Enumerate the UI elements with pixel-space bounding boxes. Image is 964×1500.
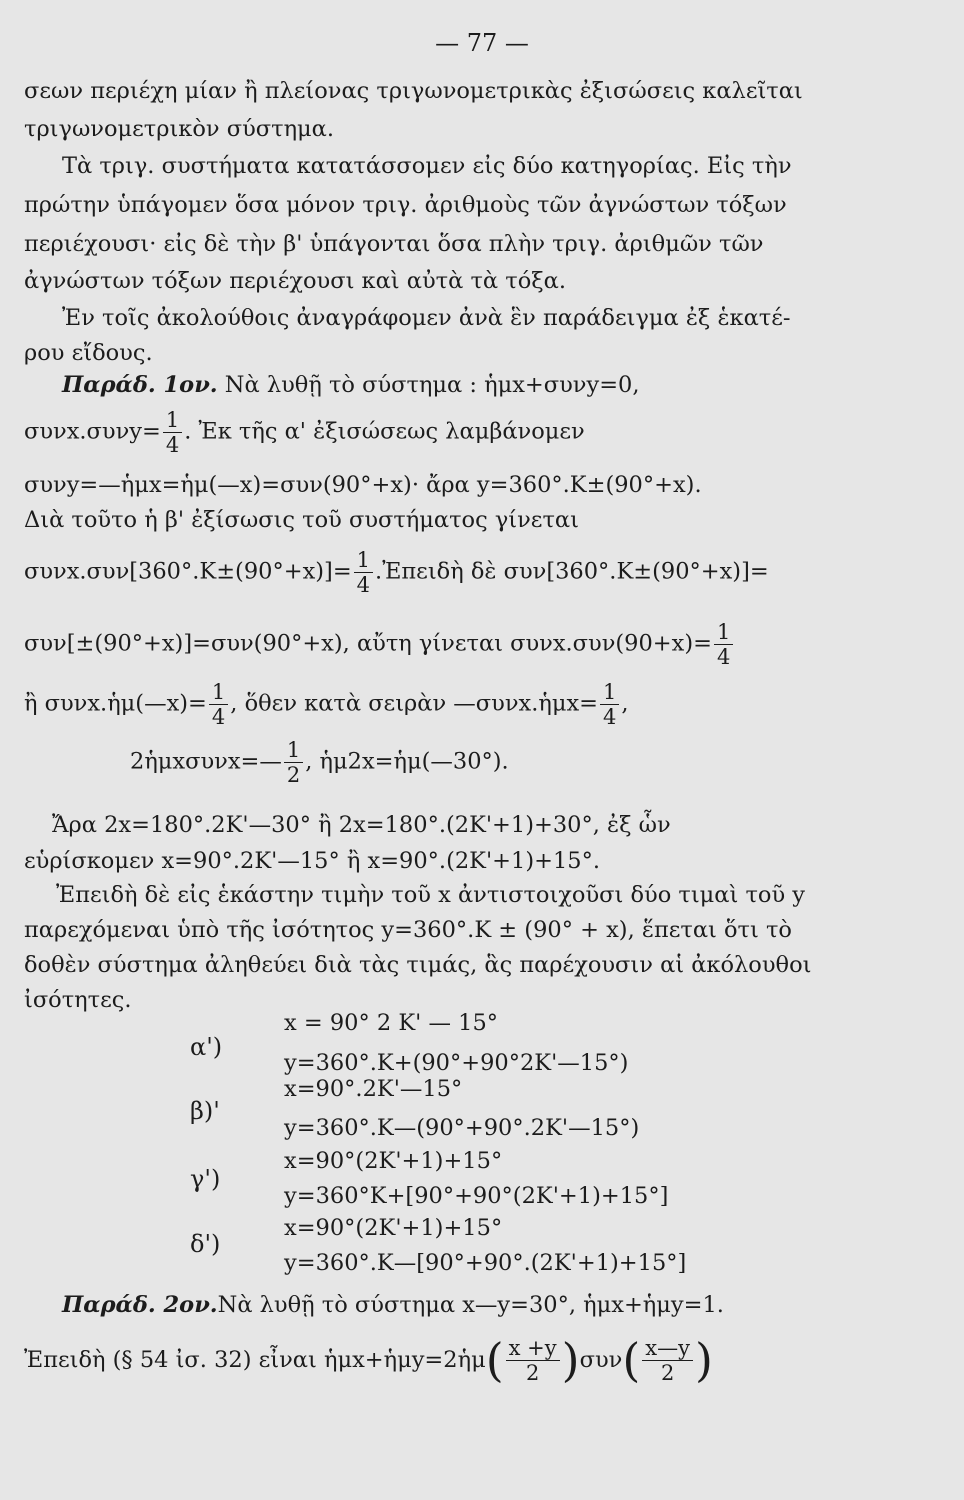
eq-text: 2ἡμxσυνx=— [130, 748, 282, 775]
text-line-20: παρεχόμεναι ὑπὸ τῆς ἰσότητος y=360°.K ± (90° + x), ἕπεται ὅτι τὸ [24, 917, 792, 943]
system-alpha-y: y=360°.K+(90°+90°2K'—15°) [284, 1050, 629, 1076]
eq-text: ἢ συνx.ἡμ(—x)= [24, 690, 207, 717]
text-line-22: ἰσότητες. [24, 987, 132, 1013]
text-line-8: ρου εἴδους. [24, 340, 153, 366]
example-1-statement: Νὰ λυθῇ τὸ σύστημα : ἡμx+συνy=0, [224, 372, 640, 398]
text-line-21: δοθὲν σύστημα ἀληθεύει διὰ τὰς τιμάς, ἃς παρέχουσιν αἱ ἀκόλουθοι [24, 952, 812, 978]
eq-text: , ἡμ2x=ἡμ(—30°). [305, 748, 509, 775]
fraction-denominator: 2 [525, 1360, 540, 1385]
equation-line-10 [24, 408, 824, 457]
equation-line-18: εὑρίσκομεν x=90°.2K'—15° ἢ x=90°.(2K'+1)+15°. [24, 848, 601, 874]
fraction-one-half [284, 738, 303, 787]
paren-open: ( [622, 1333, 641, 1387]
equation-line-17: Ἄρα 2x=180°.2K'—30° ἢ 2x=180°.(2K'+1)+30°, ἐξ ὧν [52, 812, 671, 838]
fraction-one-quarter [209, 680, 228, 729]
example-2-heading: Παράδ. 2ον. [62, 1292, 218, 1318]
equation-line-15 [24, 680, 824, 729]
system-gamma-y: y=360°K+[90°+90°(2K'+1)+15°] [284, 1183, 669, 1209]
system-label-beta: β)' [190, 1097, 220, 1125]
fraction-numerator: x +y [506, 1336, 560, 1361]
fraction-denominator: 2 [660, 1360, 675, 1385]
fraction-denominator: 2 [286, 763, 301, 787]
eq-text: συνx.συνy= [24, 418, 161, 445]
text-line-12: Διὰ τοῦτο ἡ β' ἐξίσωσις τοῦ συστήματος γίνεται [24, 507, 579, 533]
fraction-denominator: 4 [603, 705, 617, 729]
fraction-numerator: 1 [714, 620, 733, 645]
eq-text: , [621, 690, 629, 717]
system-label-delta: δ') [190, 1230, 221, 1258]
fraction-numerator: 1 [354, 548, 373, 573]
system-beta-x: x=90°.2K'—15° [284, 1076, 463, 1102]
equation-line-11: συνy=—ἡμx=ἡμ(—x)=συν(90°+x)· ἄρα y=360°.K±(90°+x). [24, 472, 702, 498]
system-alpha-x: x = 90° 2 K' — 15° [284, 1010, 499, 1036]
example-2-statement: Νὰ λυθῇ τὸ σύστημα x—y=30°, ἡμx+ἡμy=1. [217, 1292, 724, 1318]
text-line-1: σεων περιέχη μίαν ἢ πλείονας τριγωνομετρικὰς ἐξισώσεις καλεῖται [24, 78, 803, 104]
eq-text: συν[±(90°+x)]=συν(90°+x), αὔτη γίνεται συνx.συν(90+x)= [24, 630, 712, 657]
system-label-alpha: α') [190, 1033, 223, 1061]
fraction-one-quarter [600, 680, 619, 729]
paren-close: ) [561, 1333, 580, 1387]
eq-text: συν [579, 1347, 623, 1373]
fraction-numerator: 1 [163, 408, 182, 433]
text-line-6: ἀγνώστων τόξων περιέχουσι καὶ αὐτὰ τὰ τόξα. [24, 268, 566, 294]
fraction-numerator: 1 [600, 680, 619, 705]
system-delta-y: y=360°.K—[90°+90°.(2K'+1)+15°] [284, 1250, 687, 1276]
equation-line-example-2 [24, 1330, 824, 1390]
fraction-half-sum [506, 1336, 560, 1385]
page-number: — 77 — [435, 29, 529, 57]
paren-close: ) [694, 1333, 713, 1387]
equation-line-13 [24, 548, 824, 597]
fraction-denominator: 4 [211, 705, 226, 729]
eq-text: , ὅθεν κατὰ σειρὰν —συνx.ἡμx= [230, 690, 598, 717]
fraction-denominator: 4 [165, 433, 180, 457]
fraction-numerator: 1 [209, 680, 228, 705]
equation-line-16 [130, 738, 930, 787]
system-gamma-x: x=90°(2K'+1)+15° [284, 1148, 503, 1174]
fraction-half-difference [642, 1336, 693, 1385]
equation-line-14 [24, 620, 824, 669]
text-line-2: τριγωνομετρικὸν σύστημα. [24, 116, 335, 142]
eq-text: Ἐπειδὴ (§ 54 ἰσ. 32) εἶναι ἡμx+ἡμy=2ἡμ [24, 1347, 486, 1373]
fraction-numerator: x—y [642, 1336, 693, 1361]
system-delta-x: x=90°(2K'+1)+15° [284, 1215, 503, 1241]
fraction-one-quarter [163, 408, 182, 457]
fraction-numerator: 1 [284, 738, 303, 763]
text-line-19: Ἐπειδὴ δὲ εἰς ἑκάστην τιμὴν τοῦ x ἀντιστοιχοῦσι δύο τιμαὶ τοῦ y [56, 882, 805, 908]
system-label-gamma: γ') [190, 1165, 221, 1193]
fraction-denominator: 4 [356, 573, 371, 597]
text-line-7: Ἐν τοῖς ἀκολούθοις ἀναγράφομεν ἀνὰ ἓν παράδειγμα ἐξ ἑκατέ- [62, 305, 791, 331]
eq-text: . Ἐκ τῆς α' ἐξισώσεως λαμβάνομεν [184, 418, 585, 445]
paren-open: ( [485, 1333, 504, 1387]
fraction-one-quarter [354, 548, 373, 597]
text-line-3: Τὰ τριγ. συστήματα κατατάσσομεν εἰς δύο κατηγορίας. Εἰς τὴν [62, 153, 792, 179]
fraction-one-quarter [714, 620, 733, 669]
eq-text: συνx.συν[360°.K±(90°+x)]= [24, 558, 352, 585]
eq-text: .Ἐπειδὴ δὲ συν[360°.K±(90°+x)]= [375, 558, 769, 585]
text-line-5: περιέχουσι· εἰς δὲ τὴν β' ὑπάγονται ὅσα πλὴν τριγ. ἀριθμῶν τῶν [24, 231, 764, 257]
example-1-heading: Παράδ. 1ον. [62, 372, 218, 398]
fraction-denominator: 4 [716, 645, 731, 669]
text-line-4: πρώτην ὑπάγομεν ὅσα μόνον τριγ. ἀριθμοὺς τῶν ἀγνώστων τόξων [24, 192, 787, 218]
example-1-line [62, 370, 862, 400]
example-2-line [62, 1290, 862, 1320]
system-beta-y: y=360°.K—(90°+90°.2K'—15°) [284, 1115, 640, 1141]
